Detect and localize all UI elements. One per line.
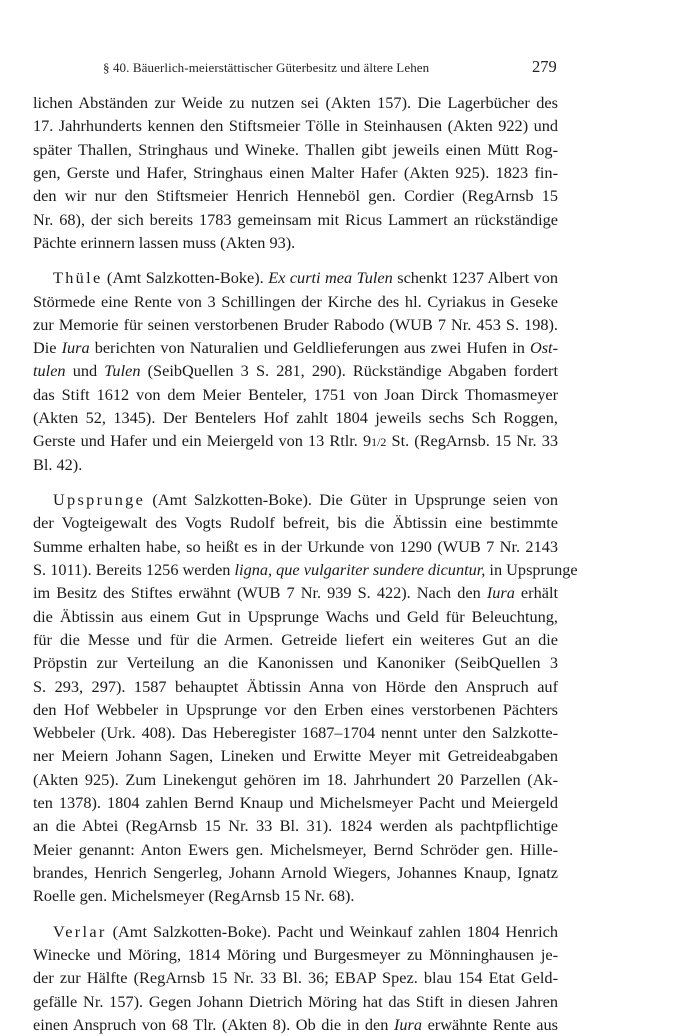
text-line: der zur Hälfte (RegArnsb 15 Nr. 33 Bl. 36; EBAP Spez. blau 154 Etat Geld- [33, 968, 558, 988]
text-line: Webbeler (Urk. 408). Das Heberegister 1687–1704 nennt unter den Salzkotte- [33, 723, 558, 743]
body-text [33, 91, 578, 1036]
text-line: Die Iura berichten von Naturalien und Geldlieferungen aus zwei Hufen in Ost- [33, 338, 558, 358]
text-line: Störmede eine Rente von 3 Schillingen der Kirche des hl. Cyriakus in Geseke [33, 291, 558, 311]
text-line: den Hof Webbeler in Upsprunge vor den Erben eines verstorbenen Pächters [33, 699, 558, 719]
text-line: Bl. 42). [33, 454, 83, 474]
text-line: im Besitz des Stiftes erwähnt (WUB 7 Nr. 939 S. 422). Nach den Iura erhält [33, 583, 558, 603]
text-line: Nr. 68), der sich bereits 1783 gemeinsam mit Ricus Lammert an rückständige [33, 209, 558, 229]
paragraph-steinhausen [33, 91, 558, 254]
text-line: (Akten 925). Zum Linekengut gehören im 18. Jahrhundert 20 Parzellen (Ak- [33, 769, 558, 789]
latin-quote: ligna, que vulgariter sundere dicuntur, [234, 559, 486, 579]
text-line: einen Anspruch von 68 Tlr. (Akten 8). Ob die in den Iura erwähnte Rente aus [33, 1014, 558, 1034]
running-head: § 40. Bäuerlich-meierstättischer Güterbesitz und ältere Lehen [103, 60, 430, 75]
paragraph-thuele [33, 266, 558, 476]
text-line: der Vogteigewalt des Vogts Rudolf befreit, bis die Äbtissin eine bestimmte [33, 513, 558, 533]
text-line: Summe erhalten habe, so heißt es in der Urkunde von 1290 (WUB 7 Nr. 2143 [33, 536, 558, 556]
text-line: tulen und Tulen (SeibQuellen 3 S. 281, 290). Rückständige Abgaben fordert [33, 361, 559, 381]
text-line: Upsprunge (Amt Salzkotten-Boke). Die Güter in Upsprunge seien von [53, 490, 558, 509]
latin-quote: Ex curti mea Tulen [268, 268, 393, 288]
text-line: die Äbtissin aus einem Gut in Upsprunge Wachs und Geld für Beleuchtung, [33, 606, 558, 626]
text-line: später Thallen, Stringhaus und Wineke. Thallen gibt jeweils einen Mütt Rog- [33, 139, 558, 159]
text-line: Thüle (Amt Salzkotten-Boke). Ex curti mea Tulen schenkt 1237 Albert von [53, 268, 558, 288]
paragraph-upsprunge [33, 488, 578, 908]
text-line: S. 293, 297). 1587 behauptet Äbtissin Anna von Hörde den Anspruch auf [33, 676, 558, 696]
text-line: Roelle gen. Michelsmeyer (RegArnsb 15 Nr. 68). [33, 886, 355, 906]
fraction: 1/2 [371, 435, 387, 450]
text-line: ten 1378). 1804 zahlen Bernd Knaup und Michelsmeyer Pacht und Meiergeld [33, 793, 558, 813]
text-line: den wir nur den Stiftsmeier Henrich Henneböl gen. Cordier (RegArnsb 15 [33, 186, 558, 206]
text-line: (Akten 52, 1345). Der Bentelers Hof zahlt 1804 jeweils sechs Sch Roggen, [33, 408, 558, 428]
place-name: Thüle [53, 268, 103, 288]
text-line: für die Messe und für die Armen. Getreide liefert ein weiteres Gut an die [33, 629, 558, 649]
text-line: 17. Jahrhunderts kennen den Stiftsmeier Tölle in Steinhausen (Akten 922) und [33, 116, 558, 136]
text-line: gen, Gerste und Hafer, Stringhaus einen Malter Hafer (Akten 925). 1823 fin- [33, 162, 558, 182]
text-line: brandes, Henrich Sengerleg, Johann Arnold Wiegers, Johannes Knaup, Ignatz [33, 863, 558, 882]
text-line: Verlar (Amt Salzkotten-Boke). Pacht und Weinkauf zahlen 1804 Henrich [53, 921, 558, 941]
place-name: Upsprunge [53, 490, 146, 509]
text-line: Gerste und Hafer und ein Meiergeld von 13 Rtlr. 91/2 St. (RegArnsb. 15 Nr. 33 [33, 431, 558, 451]
text-line: S. 1011). Bereits 1256 werden ligna, que vulgariter sundere dicuntur, in Upsprunge [33, 559, 578, 579]
text-line: Winecke und Möring, 1814 Möring und Burgesmeyer zu Mönninghausen je- [33, 944, 558, 964]
text-line: zur Memorie für seinen verstorbenen Bruder Rabodo (WUB 7 Nr. 453 S. 198). [33, 314, 558, 334]
text-line: Meier genannt: Anton Ewers gen. Michelsmeyer, Bernd Schröder gen. Hille- [33, 839, 558, 859]
text-line: gefälle Nr. 157). Gegen Johann Dietrich Möring hat das Stift in diesen Jahren [33, 991, 558, 1011]
paragraph-verlar [33, 920, 558, 1036]
text-line: lichen Abständen zur Weide zu nutzen sei (Akten 157). Die Lagerbücher des [33, 93, 558, 112]
text-line: an die Abtei (RegArnsb 15 Nr. 33 Bl. 31). 1824 werden als pachtpflichtige [33, 816, 558, 836]
text-line: das Stift 1612 von dem Meier Benteler, 1751 von Joan Dirck Thomasmeyer [33, 384, 558, 404]
place-name: Verlar [53, 921, 107, 941]
page-number: 279 [532, 57, 557, 76]
text-line: Pröpstin zur Verteilung an die Kanonissen und Kanoniker (SeibQuellen 3 [33, 653, 558, 673]
text-line: Pächte erinnern lassen muss (Akten 93). [33, 232, 296, 252]
text-line: ner Meiern Johann Sagen, Lineken und Erwitte Meyer mit Getreideabgaben [33, 746, 558, 766]
